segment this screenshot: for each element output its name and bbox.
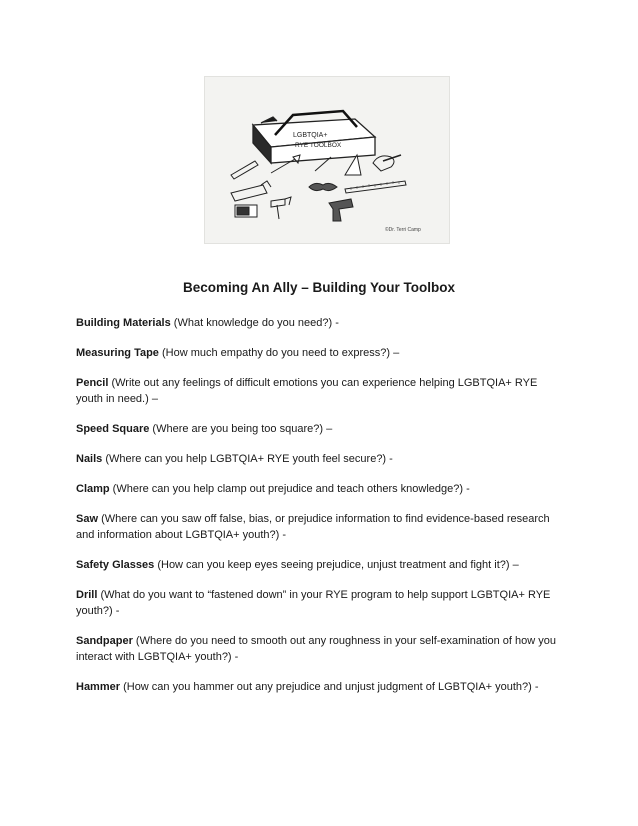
item-label: Measuring Tape (76, 347, 159, 359)
item-label: Safety Glasses (76, 559, 155, 571)
list-item-clamp (76, 481, 566, 497)
speed-square-sketch (345, 155, 361, 175)
toolbox-label-line1: LGBTQIA+ (293, 132, 328, 139)
measuring-tape-sketch (345, 181, 406, 193)
list-item-speed-square (76, 421, 566, 437)
item-text: (Where are you being too square?) – (149, 423, 333, 435)
drill-sketch (329, 199, 353, 221)
toolbox-label-line2: RYE TOOLBOX (295, 142, 342, 149)
item-label: Nails (76, 453, 103, 465)
toolbox-sketch (205, 77, 449, 243)
item-text: (Where can you saw off false, bias, or prejudice information to find evidence-based research and information about LGBTQIA+ youth?) - (76, 513, 550, 541)
list-item-drill (76, 587, 566, 619)
list-item-safety-glasses (76, 557, 566, 573)
list-item-saw (76, 511, 566, 543)
item-text: (How can you hammer out any prejudice and unjust judgment of LGBTQIA+ youth?) - (120, 681, 539, 693)
list-item-nails (76, 451, 566, 467)
item-text: (How can you keep eyes seeing prejudice, unjust treatment and fight it?) – (154, 559, 519, 571)
item-label: Drill (76, 589, 98, 601)
item-label: Building Materials (76, 317, 171, 329)
list-item-pencil (76, 375, 566, 407)
page-title: Becoming An Ally – Building Your Toolbox (182, 280, 455, 295)
item-text: (What knowledge do you need?) - (170, 317, 339, 329)
item-label: Clamp (76, 483, 110, 495)
pencil-sketch (231, 161, 258, 179)
toolbox-illustration (204, 76, 450, 244)
item-label: Hammer (76, 681, 121, 693)
artist-signature: ©Dr. Terri Camp (385, 227, 421, 233)
item-text: (How much empathy do you need to express?) – (158, 347, 400, 359)
safety-glasses-sketch (309, 183, 337, 190)
list-item-building-materials (76, 315, 566, 331)
saw-sketch (231, 185, 267, 201)
item-text: (Where do you need to smooth out any roughness in your self-examination of how you interact with LGBTQIA+ youth?) - (76, 635, 556, 663)
item-text: (Where can you help LGBTQIA+ RYE youth feel secure?) - (102, 453, 393, 465)
item-label: Speed Square (76, 423, 150, 435)
hammer-sketch (271, 199, 285, 219)
list-item-sandpaper (76, 633, 566, 665)
item-label: Saw (76, 513, 99, 525)
item-text: (What do you want to “fastened down” in your RYE program to help support LGBTQIA+ RYE youth?) - (76, 589, 551, 617)
item-label: Sandpaper (76, 635, 133, 647)
list-item-measuring-tape (76, 345, 566, 361)
item-text: (Write out any feelings of difficult emotions you can experience helping LGBTQIA+ RYE youth in need.) – (76, 377, 538, 405)
item-label: Pencil (76, 377, 109, 389)
list-item-hammer (76, 679, 566, 695)
item-text: (Where can you help clamp out prejudice and teach others knowledge?) - (109, 483, 470, 495)
